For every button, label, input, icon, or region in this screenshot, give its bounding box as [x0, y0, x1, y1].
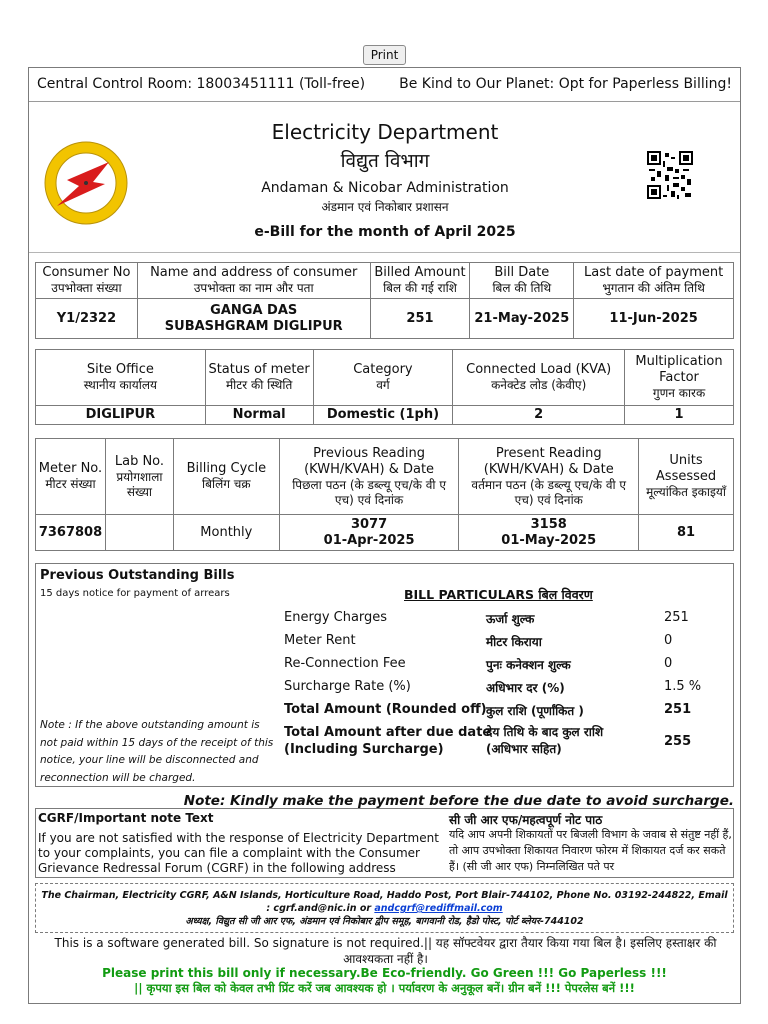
header-present-reading: Present Reading (KWH/KVAH) & Date वर्तमान पठन (के डब्ल्यू एच/के वी ए एच) एवं दिनांक: [459, 439, 639, 515]
department-title: Electricity Department: [271, 120, 499, 144]
paperless-text: Be Kind to Our Planet: Opt for Paperless Billing!: [399, 76, 732, 92]
software-generated-note: This is a software generated bill. So signature is not required.|| यह सॉफ्टवेयर द्वारा तैयार किया गया बिल है। इसलिए हस्ताक्षर की आवश्यकता नहीं है।: [54, 936, 717, 966]
header-lab-no: Lab No. प्रयोगशाला संख्या: [105, 439, 173, 515]
header-divider: [29, 252, 740, 253]
category: Domestic (1ph): [313, 406, 453, 425]
header-bill-date: Bill Date बिल की तिथि: [470, 263, 574, 299]
header-consumer-name: Name and address of consumer उपभोक्ता का नाम और पता: [137, 263, 370, 299]
meter-status: Normal: [205, 406, 313, 425]
particular-row: Energy Charges ऊर्जा शुल्क 251: [284, 610, 689, 626]
cgrf-note-panel: [35, 808, 734, 878]
billed-amount: 251: [370, 299, 470, 339]
arrears-notice-text: 15 days notice for payment of arrears: [40, 588, 230, 599]
eco-message-hindi: || कृपया इस बिल को केवल तभी प्रिंट करें जब आवश्यक हो । पर्यावरण के अनुकूल बनें। ग्रीन बनें !!! पेपरलेस बनें !!!: [134, 981, 635, 995]
contact-bar: [29, 68, 740, 102]
site-table: [35, 349, 734, 425]
bill-particulars-panel: [35, 563, 734, 787]
electricity-bill: [28, 67, 741, 1004]
disconnection-note: Note : If the above outstanding amount is not paid within 15 days of the receipt of this notice, your line will be disconnected and reconnection will be charged.: [40, 719, 274, 784]
consumer-number: Y1/2322: [36, 299, 138, 339]
consumer-table: [35, 262, 734, 339]
cgrf-address-text: The Chairman, Electricity CGRF, A&N Islands, Horticulture Road, Haddo Post, Port Blair-744102, Phone No. 03192-244822, Email : cgrf.and@nic.in or: [41, 890, 728, 914]
header-multiplication-factor: Multiplication Factor गुणन कारक: [625, 350, 734, 406]
control-room-text: Central Control Room: 18003451111 (Toll-free): [37, 76, 366, 92]
header-units-assessed: Units Assessed मूल्यांकित इकाइयाँ: [639, 439, 734, 515]
header-site-office: Site Office स्थानीय कार्यालय: [36, 350, 206, 406]
electricity-department-seal-icon: [43, 140, 129, 226]
outstanding-bills-title: Previous Outstanding Bills: [40, 568, 235, 583]
cgrf-address-hindi: अध्यक्ष, विद्युत सी जी आर एफ, अंडमान एवं निकोबार द्वीप समूह, बागवानी रोड, हैडो पोस्ट, पोर्ट ब्लेयर-744102: [185, 916, 584, 927]
particular-row: Surcharge Rate (%) अधिभार दर (%) 1.5 %: [284, 679, 702, 695]
header-billed-amount: Billed Amount बिल की गई राशि: [370, 263, 470, 299]
cgrf-title: CGRF/Important note Text: [38, 811, 214, 825]
particular-row: Meter Rent मीटर किराया 0: [284, 633, 673, 649]
bill-particulars-title: BILL PARTICULARS बिल विवरण: [404, 587, 593, 602]
header-meter-no: Meter No. मीटर संख्या: [36, 439, 106, 515]
particular-row-total-after-due: Total Amount after due date (Including Surcharge) देय तिथि के बाद कुल राशि (अधिभार सहित) 255: [284, 725, 692, 757]
print-button[interactable]: Print: [363, 45, 406, 65]
lab-number: [105, 515, 173, 551]
multiplication-factor: 1: [625, 406, 734, 425]
header-connected-load: Connected Load (KVA) कनेक्टेड लोड (केवीए): [453, 350, 625, 406]
cgrf-title-hindi: सी जी आर एफ/महत्वपूर्ण नोट पाठ: [449, 813, 603, 827]
due-date-note: Note: Kindly make the payment before the due date to avoid surcharge.: [183, 793, 734, 809]
cgrf-body: If you are not satisfied with the response of Electricity Department to your complaints, you can file a complaint with the Consumer Grievance Redressal Forum (CGRF) in the following address: [38, 831, 439, 875]
qr-code-icon: [647, 151, 693, 199]
header-consumer-no: Consumer No उपभोक्ता संख्या: [36, 263, 138, 299]
previous-reading: 3077 01-Apr-2025: [279, 515, 459, 551]
cgrf-body-hindi: यदि आप अपनी शिकायतों पर बिजली विभाग के जवाब से संतुष्ट नहीं हैं, तो आप उपभोक्ता शिकायत निवारण फोरम में शिकायत दर्ज कर सकते हैं। (सी जी आर एफ) निम्नलिखित पते पर: [449, 828, 732, 873]
particular-row-total: Total Amount (Rounded off) कुल राशि (पूर्णांकित ) 251: [284, 702, 692, 718]
present-reading: 3158 01-May-2025: [459, 515, 639, 551]
particular-row: Re-Connection Fee पुनः कनेक्शन शुल्क 0: [284, 656, 673, 672]
eco-message: Please print this bill only if necessary.Be Eco-friendly. Go Green !!! Go Paperless !!!: [102, 966, 667, 980]
header-last-payment-date: Last date of payment भुगतान की अंतिम तिथि: [574, 263, 734, 299]
units-assessed: 81: [639, 515, 734, 551]
administration-name-hindi: अंडमान एवं निकोबार प्रशासन: [321, 200, 449, 214]
connected-load: 2: [453, 406, 625, 425]
bill-month-title: e-Bill for the month of April 2025: [254, 224, 516, 240]
header-billing-cycle: Billing Cycle बिलिंग चक्र: [173, 439, 279, 515]
header-category: Category वर्ग: [313, 350, 453, 406]
administration-name: Andaman & Nicobar Administration: [261, 180, 509, 196]
meter-number: 7367808: [36, 515, 106, 551]
meter-reading-table: [35, 438, 734, 551]
consumer-name-address: GANGA DAS SUBASHGRAM DIGLIPUR: [137, 299, 370, 339]
department-title-hindi: विद्युत विभाग: [340, 150, 430, 172]
cgrf-address: [35, 883, 734, 933]
header-meter-status: Status of meter मीटर की स्थिति: [205, 350, 313, 406]
cgrf-email-link[interactable]: andcgrf@rediffmail.com: [374, 903, 503, 914]
header-previous-reading: Previous Reading (KWH/KVAH) & Date पिछला पठन (के डब्ल्यू एच/के वी ए एच) एवं दिनांक: [279, 439, 459, 515]
bill-date: 21-May-2025: [470, 299, 574, 339]
billing-cycle: Monthly: [173, 515, 279, 551]
last-payment-date: 11-Jun-2025: [574, 299, 734, 339]
site-office: DIGLIPUR: [36, 406, 206, 425]
